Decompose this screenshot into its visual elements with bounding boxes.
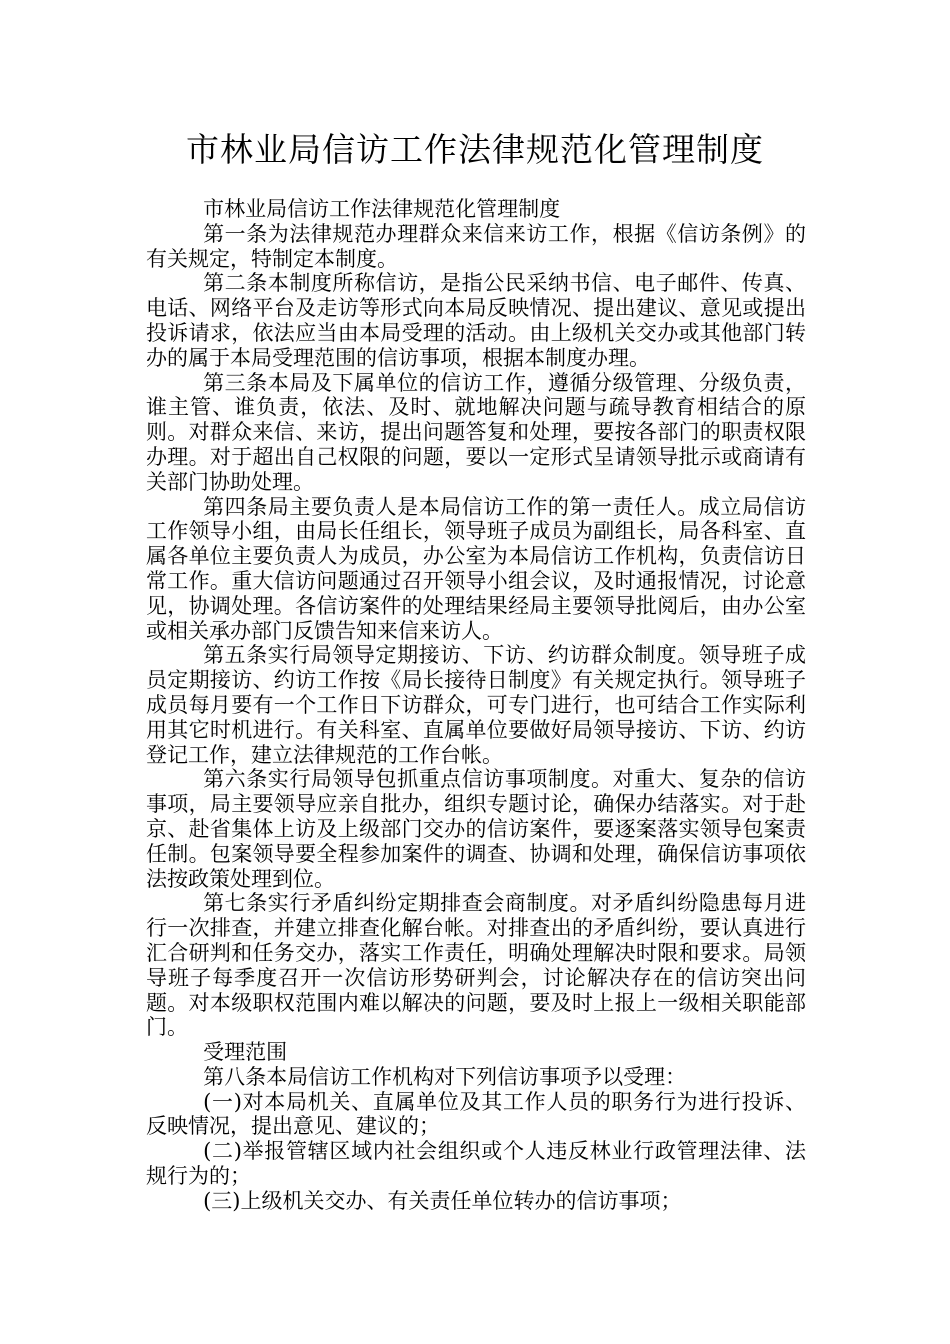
paragraph-article-6: 第六条实行局领导包抓重点信访事项制度。对重大、复杂的信访事项，局主要领导应亲自批办，组织专题讨论，确保办结落实。对于赴京、赴省集体上访及上级部门交办的信访案件，要逐案落实领导包案责任制。包案领导要全程参加案件的调查、协调和处理，确保信访事项依法按政策处理到位。 [146, 767, 806, 891]
section-heading-scope: 受理范围 [203, 1040, 288, 1065]
paragraph-article-7: 第七条实行矛盾纠纷定期排查会商制度。对矛盾纠纷隐患每月进行一次排查，并建立排查化解台帐。对排查出的矛盾纠纷，要认真进行汇合研判和任务交办，落实工作责任，明确处理解决时限和要求。局领导班子每季度召开一次信访形势研判会，讨论解决存在的信访突出问题。对本级职权范围内难以解决的问题，要及时上报上一级相关职能部门。 [146, 891, 806, 1040]
paragraph-article-4: 第四条局主要负责人是本局信访工作的第一责任人。成立局信访工作领导小组，由局长任组长，领导班子成员为副组长，局各科室、直属各单位主要负责人为成员，办公室为本局信访工作机构，负责信访日常工作。重大信访问题通过召开领导小组会议，及时通报情况，讨论意见，协调处理。各信访案件的处理结果经局主要领导批阅后，由办公室或相关承办部门反馈告知来信来访人。 [146, 494, 806, 643]
list-item-1: (一)对本局机关、直属单位及其工作人员的职务行为进行投诉、反映情况，提出意见、建议的； [146, 1089, 806, 1139]
document-body [146, 197, 806, 1214]
paragraph-heading: 市林业局信访工作法律规范化管理制度 [203, 197, 561, 221]
document-title: 市林业局信访工作法律规范化管理制度 [186, 130, 764, 169]
paragraph-article-5: 第五条实行局领导定期接访、下访、约访群众制度。领导班子成员定期接访、约访工作按《局长接待日制度》有关规定执行。领导班子成员每月要有一个工作日下访群众，可专门进行，也可结合工作实际利用其它时机进行。有关科室、直属单位要做好局领导接访、下访、约访登记工作，建立法律规范的工作台帐。 [146, 643, 806, 767]
list-item-2: (二)举报管辖区域内社会组织或个人违反林业行政管理法律、法规行为的； [146, 1139, 806, 1189]
paragraph-article-3: 第三条本局及下属单位的信访工作，遵循分级管理、分级负责，谁主管、谁负责，依法、及时、就地解决问题与疏导教育相结合的原则。对群众来信、来访，提出问题答复和处理，要按各部门的职责权限办理。对于超出自己权限的问题，要以一定形式呈请领导批示或商请有关部门协助处理。 [146, 370, 806, 494]
paragraph-article-1: 第一条为法律规范办理群众来信来访工作，根据《信访条例》的有关规定，特制定本制度。 [146, 221, 806, 271]
paragraph-article-2: 第二条本制度所称信访，是指公民采纳书信、电子邮件、传真、电话、网络平台及走访等形式向本局反映情况、提出建议、意见或提出投诉请求，依法应当由本局受理的活动。由上级机关交办或其他部门转办的属于本局受理范围的信访事项，根据本制度办理。 [146, 271, 806, 370]
list-item-3: (三)上级机关交办、有关责任单位转办的信访事项； [203, 1188, 682, 1213]
paragraph-article-8: 第八条本局信访工作机构对下列信访事项予以受理： [203, 1064, 687, 1089]
